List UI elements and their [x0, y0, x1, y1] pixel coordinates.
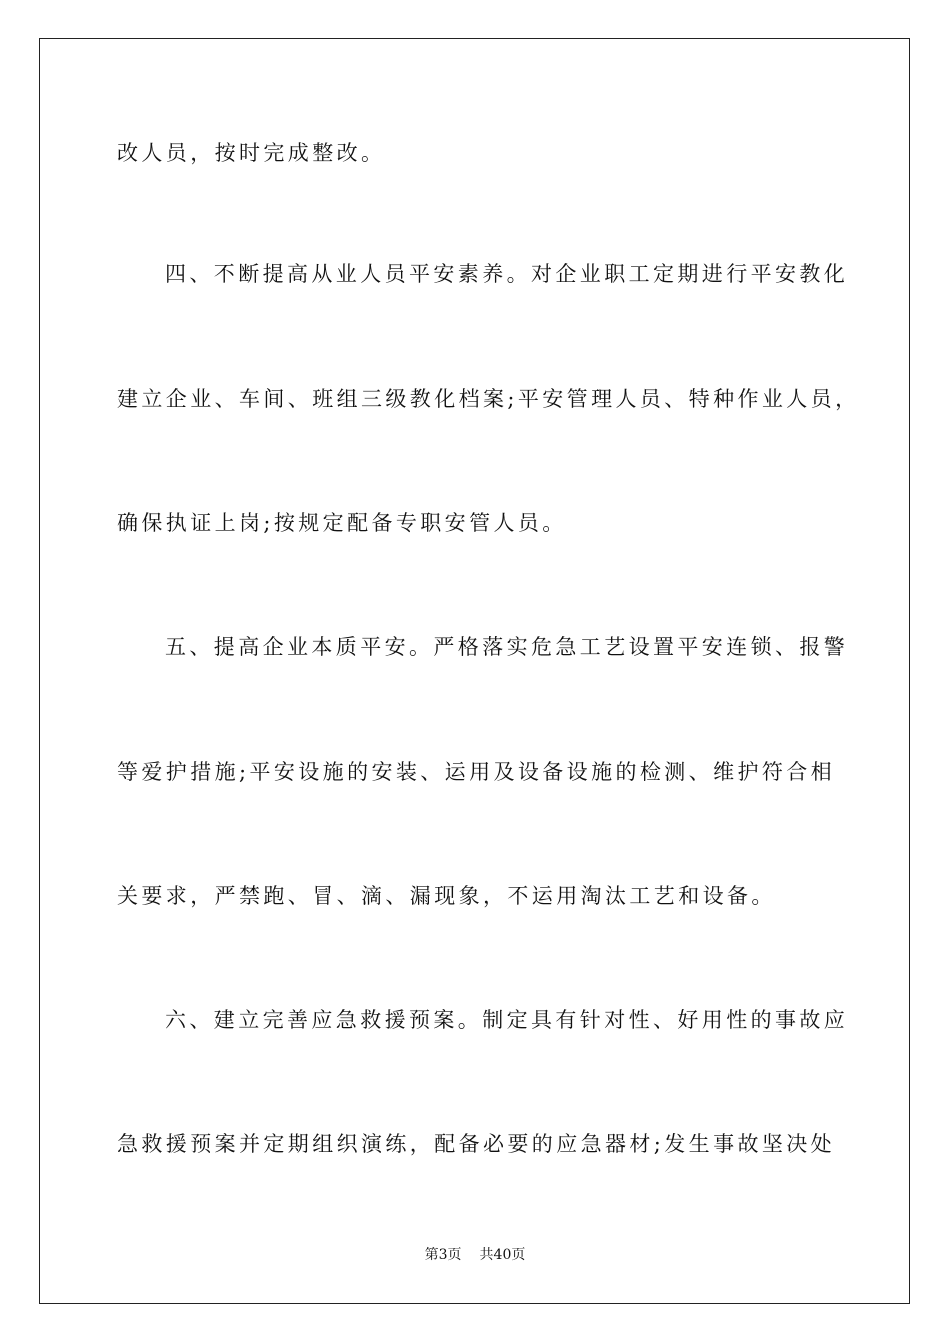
body-text-line: 关要求，严禁跑、冒、滴、漏现象，不运用淘汰工艺和设备。 — [117, 884, 776, 908]
paragraph-five-start: 五、提高企业本质平安。严格落实危急工艺设置平安连锁、报警 — [165, 635, 849, 659]
page-number: 第3页 — [424, 1247, 462, 1263]
body-text-line: 急救援预案并定期组织演练，配备必要的应急器材;发生事故坚决处 — [117, 1132, 836, 1156]
paragraph-six-start: 六、建立完善应急救援预案。制定具有针对性、好用性的事故应 — [165, 1008, 849, 1032]
body-text-line: 确保执证上岗;按规定配备专职安管人员。 — [117, 511, 567, 535]
paragraph-four-start: 四、不断提高从业人员平安素养。对企业职工定期进行平安教化 — [165, 262, 849, 286]
body-text-line: 等爱护措施;平安设施的安装、运用及设备设施的检测、维护符合相 — [117, 760, 836, 784]
total-pages: 共40页 — [479, 1247, 526, 1263]
body-text-line: 改人员，按时完成整改。 — [117, 141, 386, 165]
page-footer — [0, 1246, 950, 1264]
body-text-line: 建立企业、车间、班组三级教化档案;平安管理人员、特种作业人员， — [117, 387, 860, 411]
page-border — [39, 38, 910, 1304]
